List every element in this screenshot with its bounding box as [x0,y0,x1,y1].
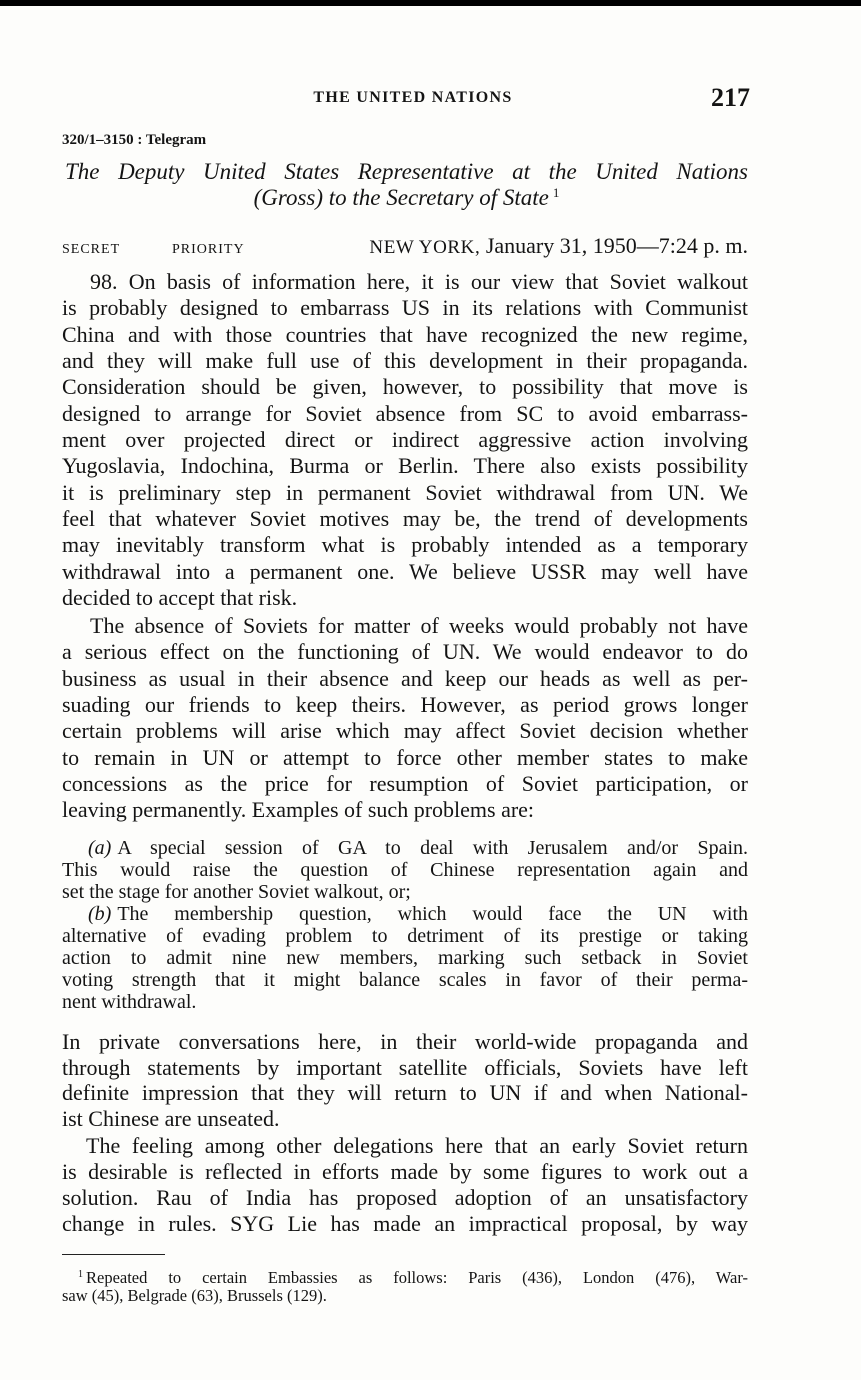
footnote-rule [62,1254,165,1255]
footnote-line [62,1269,748,1287]
precedence: PRIORITY [172,242,245,257]
title-line [65,185,748,211]
text-line: China and with those countries that have recognized the new regime, [62,321,748,347]
footnote-line: saw (45), Belgrade (63), Brussels (129). [62,1286,327,1305]
text-line: ment over projected direct or indirect aggressive action involving [62,426,748,452]
text-line: a serious effect on the functioning of UN. We would endeavor to do [62,639,748,665]
text-line: ist Chinese are unseated. [62,1105,280,1131]
text-line: set the stage for another Soviet walkout, or; [62,881,411,903]
text-line: through statements by important satellite officials, Soviets have left [62,1054,748,1080]
footnote [62,1269,748,1305]
text-line: feel that whatever Soviet motives may be, the trend of developments [62,505,748,531]
text-line: suading our friends to keep theirs. However, as period grows longer [62,691,748,717]
page-number: 217 [711,83,750,112]
problem-list [62,837,748,1013]
text-line: In private conversations here, in their world-wide propaganda and [62,1029,748,1054]
text-line: solution. Rau of India has proposed adoption of an unsatisfactory [62,1185,748,1210]
text-line: definite impression that they will return to UN if and when National- [62,1080,748,1105]
footnote-mark: 1 [78,1269,83,1280]
text-line: and they will make full use of this development in their propaganda. [62,347,748,373]
dateline [369,233,748,261]
text-line: business as usual in their absence and keep our heads as well as per- [62,665,748,691]
dateline-place: NEW YORK, [369,237,481,258]
text-line: to remain in UN or attempt to force other member states to make [62,744,748,770]
text-line: Yugoslavia, Indochina, Burma or Berlin. There also exists possibility [62,453,748,479]
paragraph-4 [62,1133,748,1237]
list-item-label: (b) [88,903,112,925]
text-line-text: The membership question, which would face the UN with [117,903,748,925]
text-line: is desirable is reflected in efforts made by some figures to work out a [62,1159,748,1184]
text-line: certain problems will arise which may affect Soviet decision whether [62,718,748,744]
text-line: withdrawal into a permanent one. We believe USSR may well have [62,558,748,584]
list-item-a [62,837,748,859]
paragraph-1 [62,269,748,611]
title-line-text: (Gross) to the Secretary of State [253,185,549,210]
text-line: Consideration should be given, however, to possibility that move is [62,374,748,400]
text-line: change in rules. SYG Lie has made an impractical proposal, by way [62,1211,748,1236]
paragraph-2 [62,613,748,824]
paragraph-3 [62,1029,748,1131]
classification: SECRET [62,242,121,257]
text-line-text: A special session of GA to deal with Jerusalem and/or Spain. [117,837,748,859]
text-line: designed to arrange for Soviet absence from SC to avoid embarrass- [62,400,748,426]
list-item-b [62,903,748,925]
list-item-label: (a) [88,837,112,859]
footnote-mark: 1 [552,185,560,200]
text-line: The absence of Soviets for matter of weeks would probably not have [90,613,748,638]
text-line: decided to accept that risk. [62,584,298,610]
text-line: concessions as the price for resumption of Soviet participation, or [62,770,748,796]
text-line: it is preliminary step in permanent Soviet withdrawal from UN. We [62,479,748,505]
text-line: is probably designed to embarrass US in its relations with Communist [62,295,748,321]
dateline-row [62,233,748,259]
text-line: 98. On basis of information here, it is our view that Soviet walkout [90,269,748,294]
title-line: The Deputy United States Representative at the United Nations [65,159,748,184]
scan-border [0,0,861,6]
text-line: leaving permanently. Examples of such problems are: [62,797,535,823]
text-line: This would raise the question of Chinese representation again and [62,859,748,881]
file-reference: 320/1–3150 : Telegram [62,132,207,148]
document-title [65,159,748,211]
text-line: may inevitably transform what is probably intended as a temporary [62,532,748,558]
text-line: The feeling among other delegations here that an early Soviet return [86,1133,748,1158]
text-line: action to admit nine new members, marking such setback in Soviet [62,947,748,969]
text-line: voting strength that it might balance scales in favor of their perma- [62,969,748,991]
running-title: THE UNITED NATIONS [313,89,513,106]
text-line: nent withdrawal. [62,991,197,1013]
text-line: alternative of evading problem to detriment of its prestige or taking [62,925,748,947]
footnote-text: Repeated to certain Embassies as follows: Paris (436), London (476), War- [86,1268,748,1287]
dateline-date: January 31, 1950—7:24 p. m. [485,233,748,258]
